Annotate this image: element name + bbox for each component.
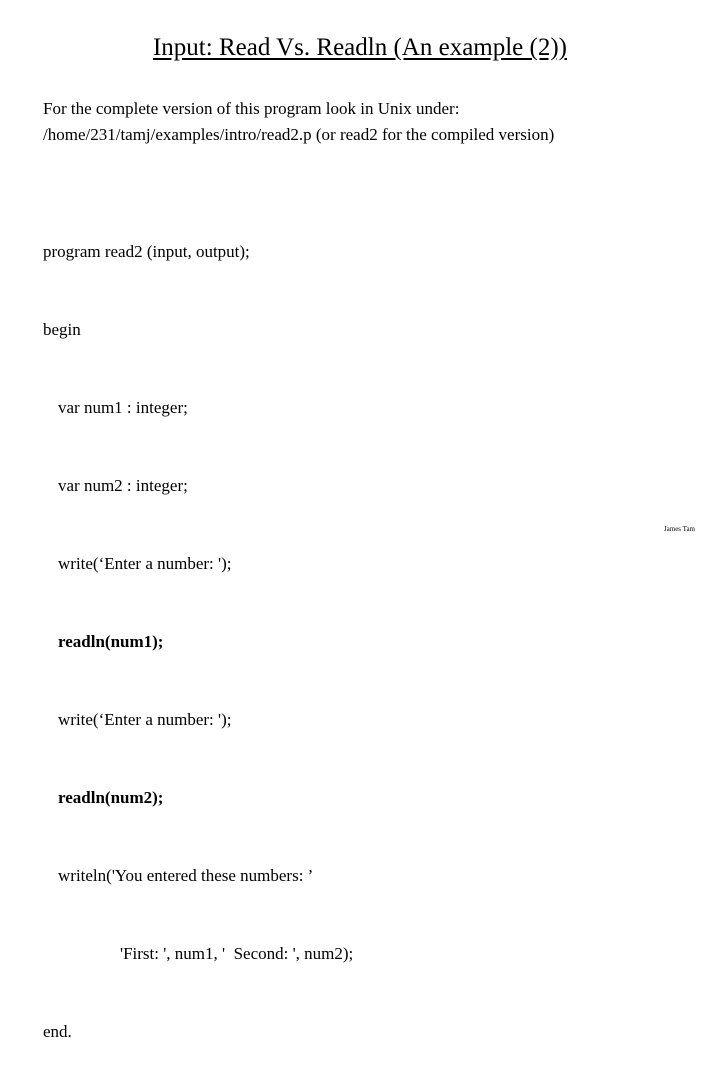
code-line-var-num1: var num1 : integer; — [58, 398, 188, 417]
code-line-writeln-continued: 'First: ', num1, ' Second: ', num2); — [120, 944, 354, 963]
intro-paragraph — [43, 96, 554, 148]
code-line-program: program read2 (input, output); — [43, 242, 250, 261]
code-line-end: end. — [43, 1022, 72, 1041]
code-line-readln-num2: readln(num2); — [58, 788, 164, 807]
code-line-begin: begin — [43, 320, 81, 339]
code-line-readln-num1: readln(num1); — [58, 632, 164, 651]
code-line-write-1: write(‘Enter a number: '); — [58, 554, 232, 573]
slide-title: Input: Read Vs. Readln (An example (2)) — [152, 34, 567, 61]
intro-line-1: For the complete version of this program look in Unix under: — [43, 99, 460, 118]
author-footer: James Tam — [663, 525, 695, 533]
code-line-write-2: write(‘Enter a number: '); — [58, 710, 232, 729]
intro-line-2: /home/231/tamj/examples/intro/read2.p (or read2 for the compiled version) — [43, 125, 555, 144]
code-line-var-num2: var num2 : integer; — [58, 476, 188, 495]
code-listing — [43, 187, 353, 1071]
code-line-writeln: writeln('You entered these numbers: ’ — [58, 866, 314, 885]
